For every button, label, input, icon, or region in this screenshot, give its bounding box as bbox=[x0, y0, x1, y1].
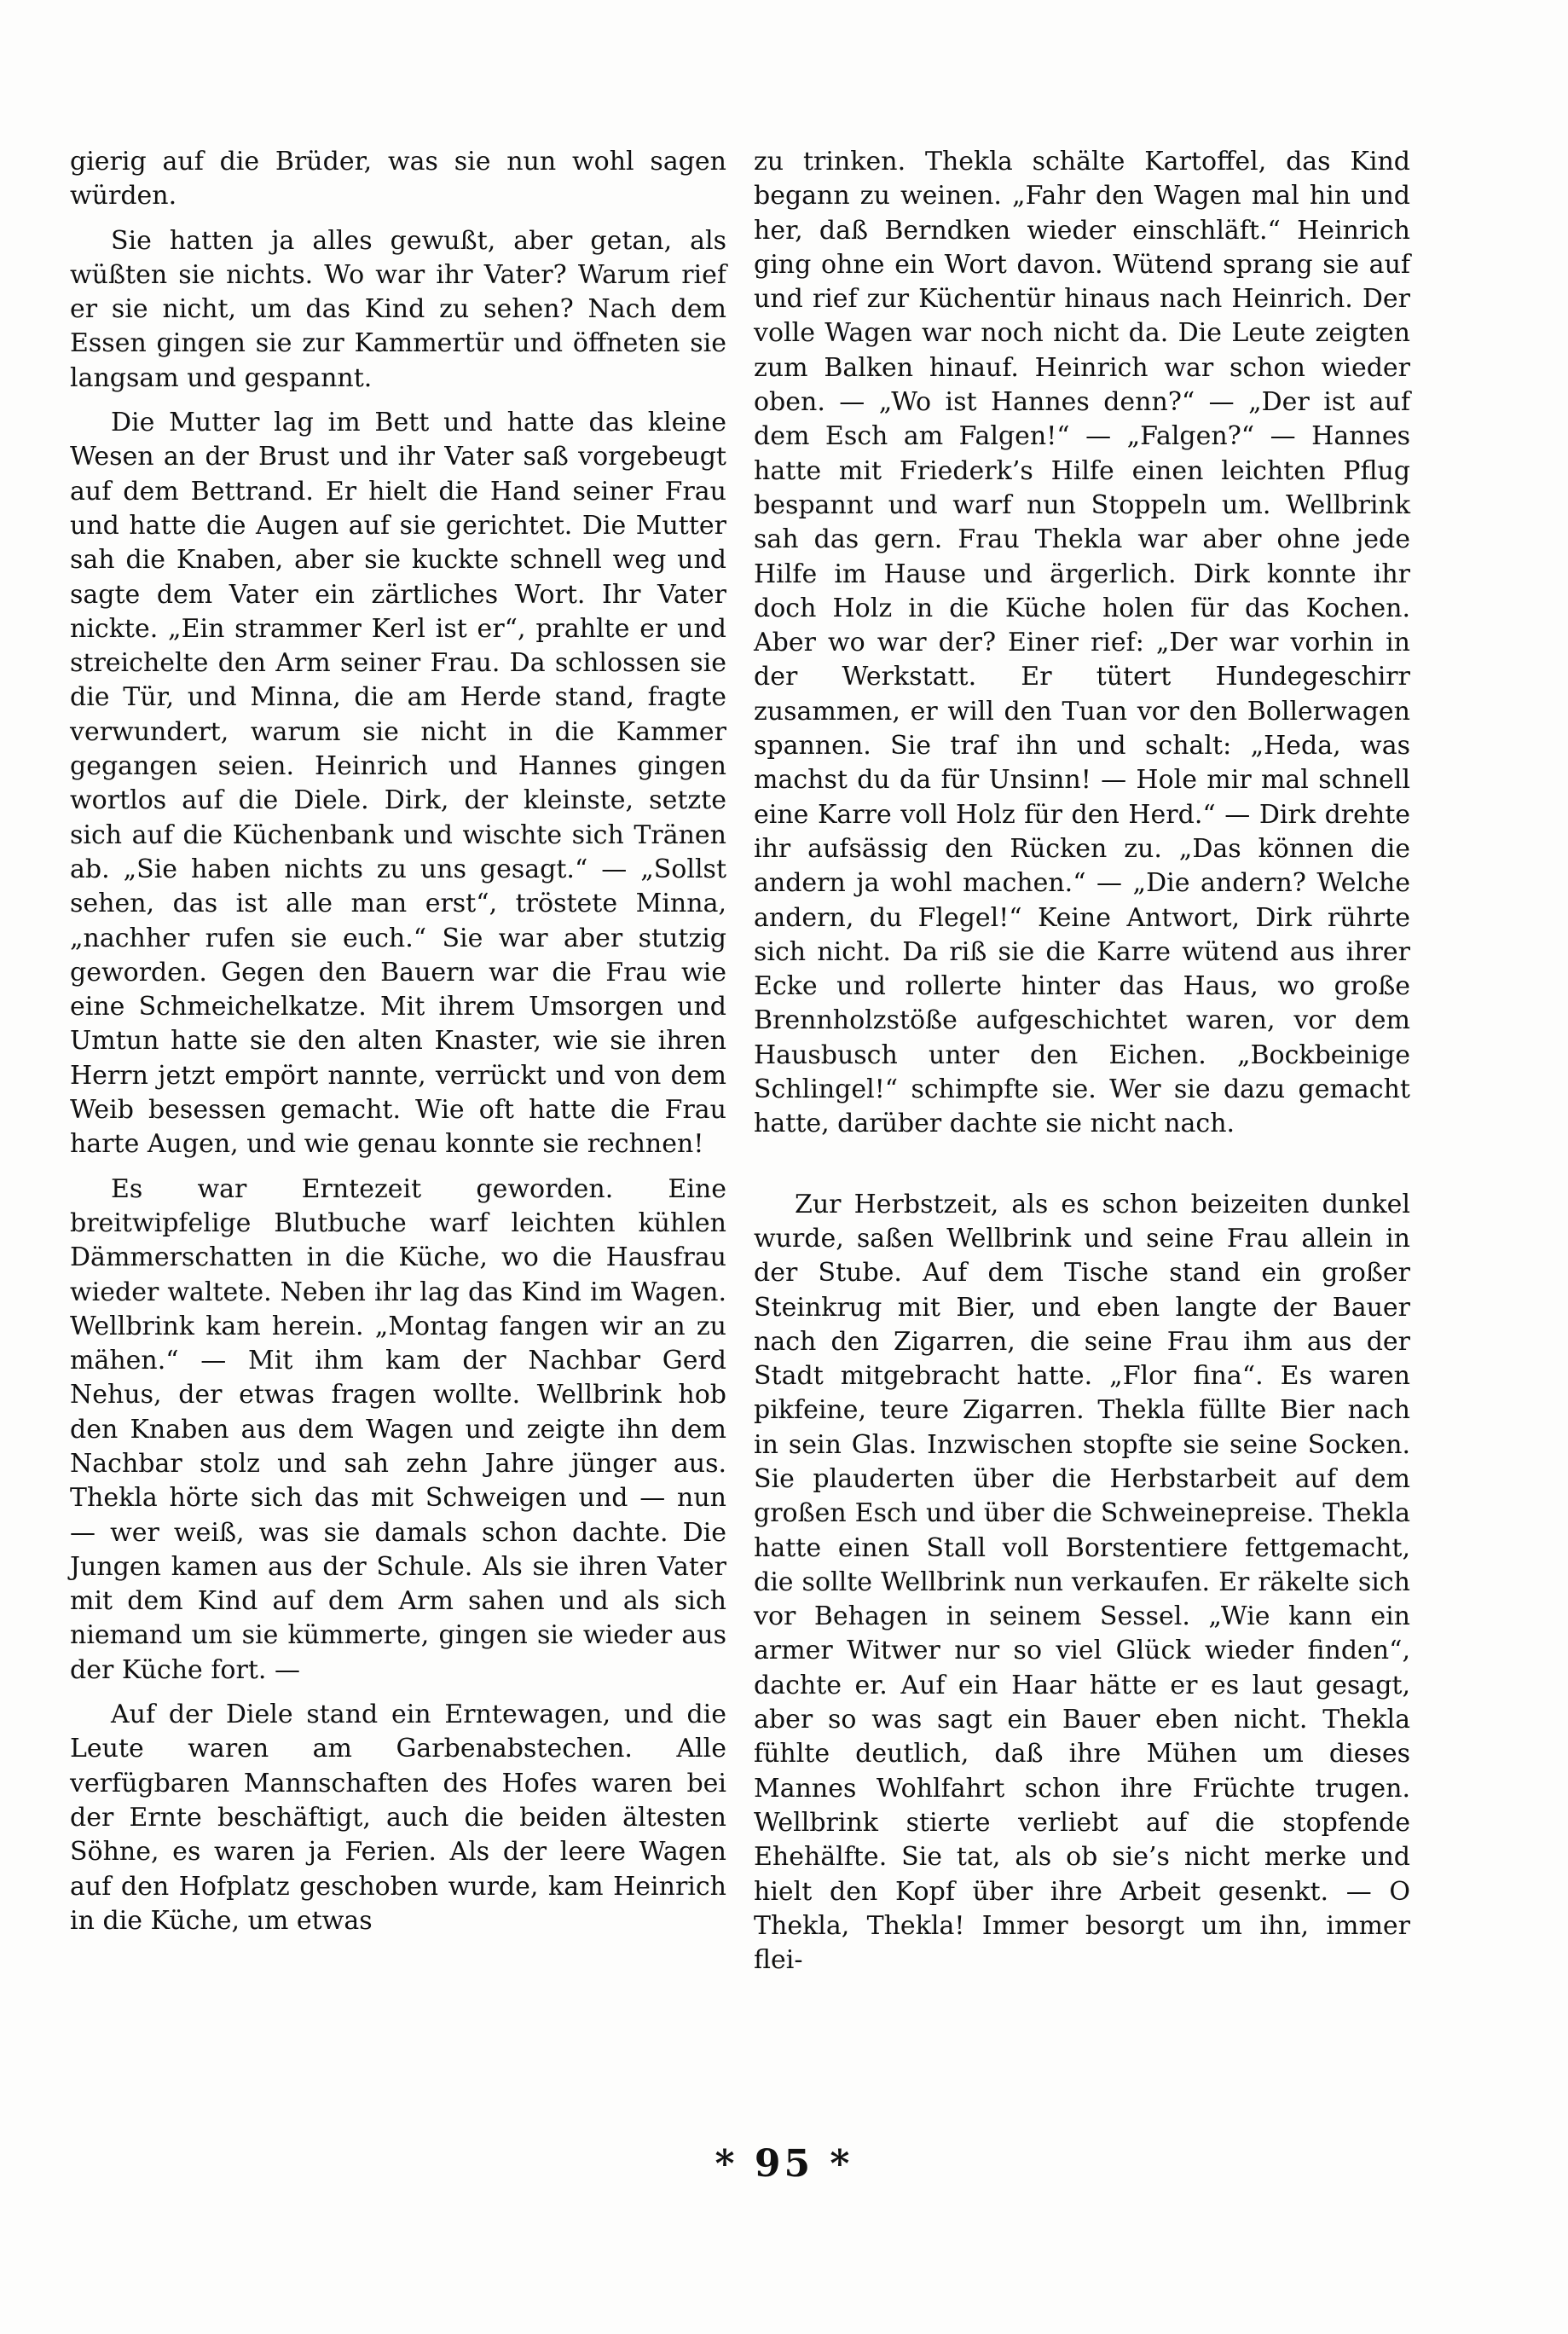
paragraph-continuation: gierig auf die Brüder, was sie nun wohl sagen würden. bbox=[70, 147, 726, 211]
paragraph: Zur Herbstzeit, als es schon beizeiten dunkel wurde, saßen Wellbrink und seine Frau allein in der Stube. Auf dem Tische stand ein großer Steinkrug mit Bier, und eben langte der Bauer nach den Zigarren, die seine Frau ihm aus der Stadt mitgebracht hatte. „Flor fina“. Es waren pikfeine, teure Zigarren. Thekla füllte Bier nach in sein Glas. Inzwischen stopfte sie seine Socken. Sie plauderten über die Herbstarbeit auf dem großen Esch und über die Schweinepreise. Thekla hatte einen Stall voll Borstentiere fettgemacht, die sollte Wellbrink nun verkaufen. Er räkelte sich vor Behagen in seinem Sessel. „Wie kann ein armer Witwer nur so viel Glück wieder finden“, dachte er. Auf ein Haar hätte er es laut gesagt, aber so was sagt ein Bauer eben nicht. Thekla fühlte deutlich, daß ihre Mühen um dieses Mannes Wohlfahrt schon ihre Früchte trugen. Wellbrink stierte verliebt auf die stopfende Ehehälfte. Sie tat, als ob sie’s nicht merke und hielt den Kopf über ihre Arbeit gesenkt. — O Thekla, Thekla! Immer besorgt um ihn, immer flei- bbox=[754, 1189, 1410, 1976]
paragraph-continuation: zu trinken. Thekla schälte Kartoffel, das Kind begann zu weinen. „Fahr den Wagen mal hin und her, daß Berndken wieder einschläft.“ Heinrich ging ohne ein Wort davon. Wütend sprang sie auf und rief zur Küchentür hinaus nach Heinrich. Der volle Wagen war noch nicht da. Die Leute zeigten zum Balken hinauf. Heinrich war schon wieder oben. — „Wo ist Hannes denn?“ — „Der ist auf dem Esch am Falgen!“ — „Falgen?“ — Hannes hatte mit Friederk’s Hilfe einen leichten Pflug bespannt und warf nun Stoppeln um. Wellbrink sah das gern. Frau Thekla war aber ohne jede Hilfe im Hause und ärgerlich. Dirk konnte ihr doch Holz in die Küche holen für das Kochen. Aber wo war der? Einer rief: „Der war vorhin in der Werkstatt. Er tütert Hundegeschirr zusammen, er will den Tuan vor den Bollerwagen spannen. Sie traf ihn und schalt: „Heda, was machst du da für Unsinn! — Hole mir mal schnell eine Karre voll Holz für den Herd.“ — Dirk drehte ihr aufsässig den Rücken zu. „Das können die andern ja wohl machen.“ — „Die andern? Welche andern, du Flegel!“ Keine Antwort, Dirk rührte sich nicht. Da riß sie die Karre wütend aus ihrer Ecke und rollerte hinter das Haus, wo große Brennholzstöße aufgeschichtet waren, vor dem Hausbusch unter den Eichen. „Bockbeinige Schlingel!“ schimpfte sie. Wer sie dazu gemacht hatte, darüber dachte sie nicht nach. bbox=[754, 147, 1410, 1139]
paragraph: Sie hatten ja alles gewußt, aber getan, als wüßten sie nichts. Wo war ihr Vater? Warum rief er sie nicht, um das Kind zu sehen? Nach dem Essen gingen sie zur Kammertür und öffneten sie langsam und gespannt. bbox=[70, 225, 726, 393]
paragraph: Es war Erntezeit geworden. Eine breitwipfelige Blutbuche warf leichten kühlen Dämmerschatten in die Küche, wo die Hausfrau wieder waltete. Neben ihr lag das Kind im Wagen. Wellbrink kam herein. „Montag fangen wir an zu mähen.“ — Mit ihm kam der Nachbar Gerd Nehus, der etwas fragen wollte. Wellbrink hob den Knaben aus dem Wagen und zeigte ihn dem Nachbar stolz und sah zehn Jahre jünger aus. Thekla hörte sich das mit Schweigen und — nun — wer weiß, was sie damals schon dachte. Die Jungen kamen aus der Schule. Als sie ihren Vater mit dem Kind auf dem Arm sahen und als sich niemand um sie kümmerte, gingen sie wieder aus der Küche fort. — bbox=[70, 1173, 726, 1685]
paragraph: Auf der Diele stand ein Erntewagen, und die Leute waren am Garbenabstechen. Alle verfügbaren Mannschaften des Hofes waren bei der Ernte beschäftigt, auch die beiden ältesten Söhne, es waren ja Ferien. Als der leere Wagen auf den Hofplatz geschoben wurde, kam Heinrich in die Küche, um etwas bbox=[70, 1700, 726, 1936]
paragraph: Die Mutter lag im Bett und hatte das kleine Wesen an der Brust und ihr Vater saß vorgebeugt auf dem Bettrand. Er hielt die Hand seiner Frau und hatte die Augen auf sie gerichtet. Die Mutter sah die Knaben, aber sie kuckte schnell weg und sagte dem Vater ein zärtliches Wort. Ihr Vater nickte. „Ein strammer Kerl ist er“, prahlte er und streichelte den Arm seiner Frau. Da schlossen sie die Tür, und Minna, die am Herde stand, fragte verwundert, warum sie nicht in die Kammer gegangen seien. Heinrich und Hannes gingen wortlos auf die Diele. Dirk, der kleinste, setzte sich auf die Küchenbank und wischte sich Tränen ab. „Sie haben nichts zu uns gesagt.“ — „Sollst sehen, das ist alle man erst“, tröstete Minna, „nachher rufen sie euch.“ Sie war aber stutzig geworden. Gegen den Bauern war die Frau wie eine Schmeichelkatze. Mit ihrem Umsorgen und Umtun hatte sie den alten Knaster, wie sie ihren Herrn jetzt empört nannte, verrückt und von dem Weib besessen gemacht. Wie oft hatte die Frau harte Augen, und wie genau konnte sie rechnen! bbox=[70, 408, 726, 1160]
left-text-column bbox=[70, 145, 726, 1938]
right-text-column bbox=[754, 145, 1410, 1978]
page-number: * 95 * bbox=[715, 2142, 853, 2186]
